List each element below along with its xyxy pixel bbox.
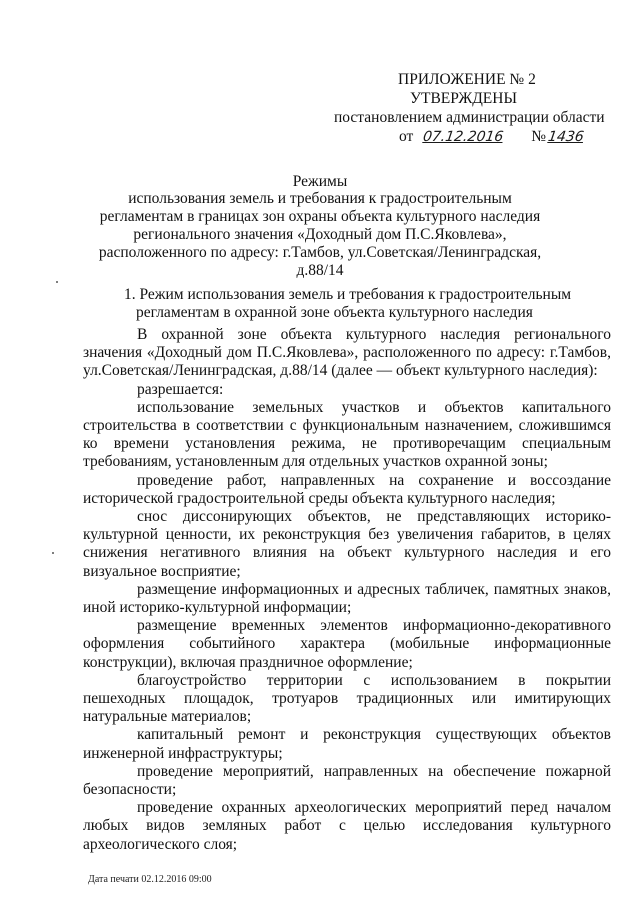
section-body [83, 322, 611, 854]
number-prefix: № [531, 128, 547, 145]
scan-speck [56, 281, 58, 283]
decree-label: постановлением администрации области [334, 109, 605, 126]
paragraph: снос диссонирующих объектов, не представляющих историко-культурной ценности, их реконструкция без увеличения габаритов, в целях снижения негативного влияния на объект культурного наследия и его визуальное восприятие; [83, 508, 611, 580]
paragraph: использование земельных участков и объектов капитального строительства в соответствии с функциональным назначением, сложившимся ко времени установления режима, не противоречащим специальным требованиям, установленным для отдельных участков охранной зоны; [83, 398, 611, 471]
section-heading-line1: 1. Режим использования земель и требования к градостроительным [124, 286, 572, 303]
appendix-label: ПРИЛОЖЕНИЕ № 2 [398, 71, 536, 88]
date-prefix: от [399, 128, 414, 145]
scan-speck [52, 552, 54, 554]
approved-label: УТВЕРЖДЕНЫ [410, 90, 517, 107]
print-date-footer: Дата печати 02.12.2016 09:00 [88, 874, 212, 885]
section-heading-line2: регламентам в охранной зоне объекта культурного наследия [136, 304, 533, 321]
paragraph: капитальный ремонт и реконструкция существующих объектов инженерной инфраструктуры; [83, 726, 611, 762]
document-title: Режимы [292, 173, 348, 190]
paragraph: проведение охранных археологических мероприятий перед началом любых видов земляных работ с целью исследования культурного археологического слоя; [83, 799, 611, 853]
handwritten-date: 07.12.2016 [422, 129, 505, 145]
paragraph: размещение информационных и адресных табличек, памятных знаков, иной историко-культурной информации; [83, 580, 611, 617]
approval-header [330, 70, 610, 147]
paragraph: разрешается: [137, 380, 224, 398]
paragraph: проведение работ, направленных на сохранение и воссоздание исторической градостроительной среды объекта культурного наследия; [83, 471, 611, 507]
decree-date-line [399, 127, 610, 147]
paragraph: В охранной зоне объекта культурного наследия регионального значения «Доходный дом П.С.Яковлева», расположенного по адресу: г.Тамбов, ул.Советская/Ленинградская, д.88/14 (далее — объект культурного наследия): [83, 326, 611, 380]
section-heading [124, 286, 584, 322]
paragraph: благоустройство территории с использованием в покрытии пешеходных площадок, тротуаров традиционных или имитирующих натуральные материалов; [83, 671, 611, 726]
document-subtitle: использования земель и требования к градостроительным регламентам в границах зон охраны объекта культурного наследия регионального значения «Доходный дом П.С.Яковлева», расположенного по адресу: г.Тамбов, ул.Советская/Ленинградская, д.88/14 [98, 190, 542, 279]
paragraph: размещение временных элементов информационно-декоративного оформления событийного характера (мобильные информационные конструкции), включая праздничное оформление; [83, 617, 611, 671]
handwritten-number: 1436 [546, 129, 585, 145]
paragraph: проведение мероприятий, направленных на обеспечение пожарной безопасности; [83, 762, 611, 799]
